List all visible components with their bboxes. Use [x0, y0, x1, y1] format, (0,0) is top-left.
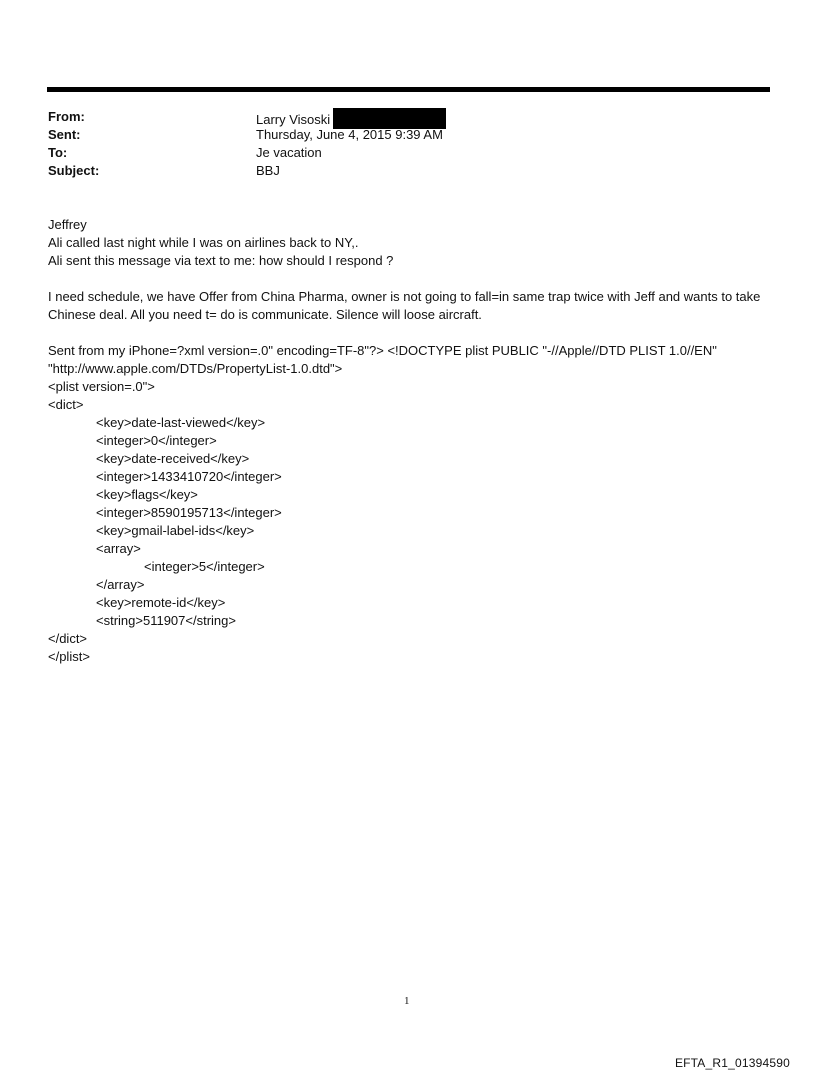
spacer — [48, 270, 778, 288]
to-label: To: — [48, 145, 68, 160]
from-row — [48, 108, 748, 126]
from-name: Larry Visoski — [256, 112, 331, 127]
bates-number: EFTA_R1_01394590 — [674, 1056, 790, 1070]
body-paragraph: I need schedule, we have Offer from China Pharma, owner is not going to fall=in same trap twice with Jeff and wants to take Chinese deal. All you need t= do is communicate. Silence will loose aircraft. — [48, 289, 761, 322]
array-close-line: </array> — [96, 577, 145, 592]
array-open-line: <array> — [96, 541, 141, 556]
email-header — [48, 108, 748, 180]
plist-value-line: <integer>8590195713</integer> — [96, 505, 282, 520]
sent-from-line: Sent from my iPhone=?xml version=.0" encoding=TF-8"?> <!DOCTYPE plist PUBLIC "-//Apple//DTD PLIST 1.0//EN" — [48, 343, 717, 358]
plist-key-line: <key>gmail-label-ids</key> — [96, 523, 255, 538]
spacer — [48, 324, 778, 342]
email-body — [48, 216, 778, 666]
body-line-2: Ali sent this message via text to me: how should I respond ? — [48, 253, 394, 268]
page-number: 1 — [404, 995, 410, 1007]
sent-row — [48, 126, 748, 144]
dtd-url-line: "http://www.apple.com/DTDs/PropertyList-1.0.dtd"> — [48, 361, 343, 376]
sent-label: Sent: — [48, 127, 81, 142]
from-label: From: — [48, 109, 85, 124]
header-divider — [47, 87, 770, 92]
to-row — [48, 144, 748, 162]
subject-value: BBJ — [256, 163, 280, 178]
sent-value: Thursday, June 4, 2015 9:39 AM — [256, 127, 443, 142]
body-line-1: Ali called last night while I was on airlines back to NY,. — [48, 235, 359, 250]
plist-key-line: <key>date-last-viewed</key> — [96, 415, 266, 430]
plist-value-line: <integer>1433410720</integer> — [96, 469, 282, 484]
subject-row — [48, 162, 748, 180]
plist-open-line: <plist version=.0"> — [48, 379, 155, 394]
array-item-line: <integer>5</integer> — [144, 559, 265, 574]
plist-close-line: </plist> — [48, 649, 90, 664]
dict-close-line: </dict> — [48, 631, 88, 646]
dict-open-line: <dict> — [48, 397, 84, 412]
plist-value-line: <integer>0</integer> — [96, 433, 217, 448]
plist-key-line: <key>date-received</key> — [96, 451, 250, 466]
plist-value-line: <string>511907</string> — [96, 613, 236, 628]
plist-key-line: <key>remote-id</key> — [96, 595, 226, 610]
to-value: Je vacation — [256, 145, 322, 160]
plist-key-line: <key>flags</key> — [96, 487, 198, 502]
greeting: Jeffrey — [48, 217, 87, 232]
subject-label: Subject: — [48, 163, 100, 178]
